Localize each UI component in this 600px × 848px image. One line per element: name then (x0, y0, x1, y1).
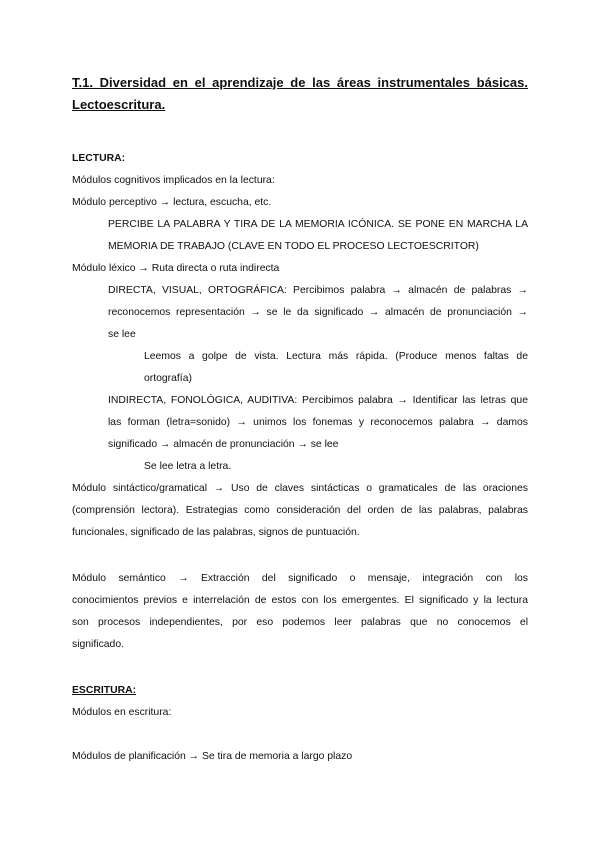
leemos-line-1: Leemos a golpe de vista. Lectura más rápida. (Produce menos faltas de (144, 351, 528, 362)
modulo-semantico-line-4: significado. (72, 639, 124, 650)
modulo-perceptivo: Módulo perceptivo → lectura, escucha, etc. (72, 197, 272, 208)
ruta-directa-line-1: DIRECTA, VISUAL, ORTOGRÁFICA: Percibimos palabra → almacén de palabras → (108, 285, 528, 296)
document-title-continued: Lectoescritura. (72, 97, 166, 112)
letra-a-letra: Se lee letra a letra. (144, 461, 232, 472)
lectura-intro: Módulos cognitivos implicados en la lectura: (72, 175, 275, 186)
modulo-lexico: Módulo léxico → Ruta directa o ruta indirecta (72, 263, 280, 274)
lectura-heading: LECTURA: (72, 153, 126, 164)
document-title: T.1. Diversidad en el aprendizaje de las áreas instrumentales básicas. (72, 75, 528, 90)
modulo-planificacion: Módulos de planificación → Se tira de memoria a largo plazo (72, 751, 353, 762)
ruta-indirecta-line-1: INDIRECTA, FONOLÓGICA, AUDITIVA: Percibimos palabra → Identificar las letras que (108, 395, 528, 406)
modulo-sintactico-line-1: Módulo sintáctico/gramatical → Uso de claves sintácticas o gramaticales de las oraciones (72, 483, 528, 494)
percibe-line-2: MEMORIA DE TRABAJO (CLAVE EN TODO EL PROCESO LECTOESCRITOR) (108, 241, 479, 252)
modulo-sintactico-line-2: (comprensión lectora). Estrategias como consideración del orden de las palabras, palabras (72, 505, 528, 516)
escritura-intro: Módulos en escritura: (72, 707, 172, 718)
modulo-semantico-line-1: Módulo semántico → Extracción del significado o mensaje, integración con los (72, 573, 528, 584)
percibe-line-1: PERCIBE LA PALABRA Y TIRA DE LA MEMORIA ICÓNICA. SE PONE EN MARCHA LA (108, 219, 528, 230)
modulo-sintactico-line-3: funcionales, significado de las palabras, signos de puntuación. (72, 527, 360, 538)
escritura-heading: ESCRITURA: (72, 685, 137, 696)
leemos-line-2: ortografía) (144, 373, 192, 384)
modulo-semantico-line-2: conocimientos previos e interrelación de estos con los emergentes. El significado y la lectura (72, 595, 528, 606)
ruta-directa-line-2: reconocemos representación → se le da significado → almacén de pronunciación → (108, 307, 528, 318)
ruta-directa-line-3: se lee (108, 329, 136, 340)
ruta-indirecta-line-3: significado → almacén de pronunciación → se lee (108, 439, 339, 450)
modulo-semantico-line-3: son procesos independientes, por eso podemos leer palabras que no conocemos el (72, 617, 528, 628)
ruta-indirecta-line-2: las forman (letra=sonido) → unimos los fonemas y reconocemos palabra → damos (108, 417, 528, 428)
